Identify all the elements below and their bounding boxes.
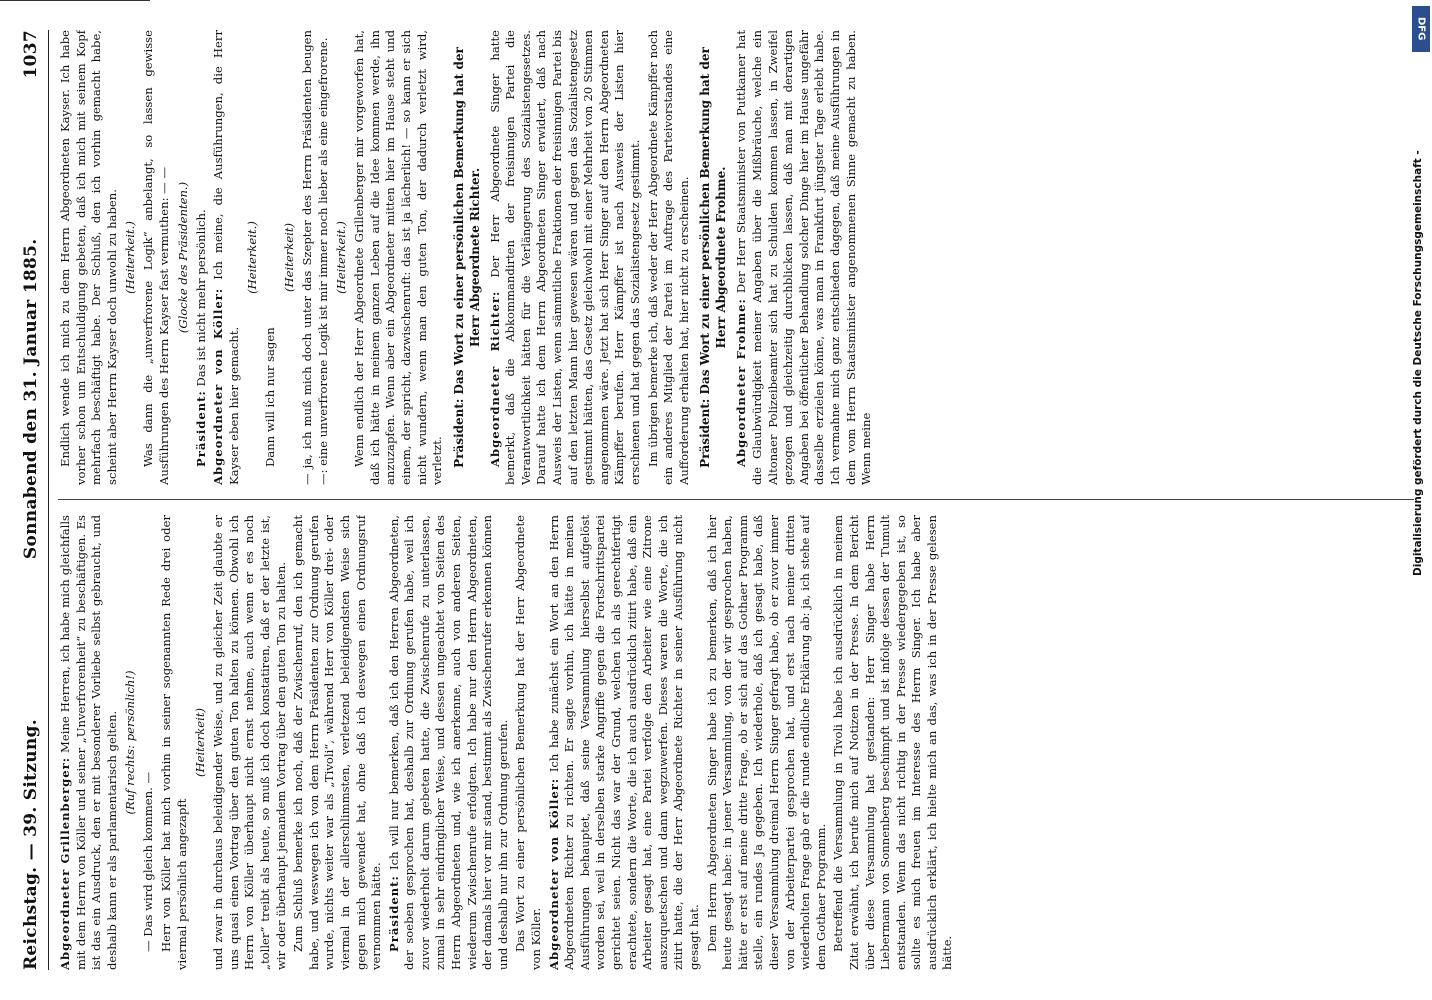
page-number: 1037 [21, 30, 41, 79]
paragraph-text: — Das wird gleich kommen. — [141, 771, 156, 952]
speaker-name: Abgeordneter Richter: [487, 290, 502, 467]
left-column [58, 515, 1414, 970]
stage-direction: (Heiterkeit) [281, 222, 296, 293]
paragraph [387, 515, 512, 970]
paragraph-text: Wenn endlich der Herr Abgeordnete Grillenberger mir vorgeworfen hat, daß ich hätte in meinem ganzen Leben auf die Idee kommen werde, ihn anzuzapfen. Wenn aber ein Abgeordneter mitten hier im Hause steht und einem, der spricht, dazwischenruft: das ist ja lächerlich! — so kann er sich nicht wundern, wenn man den guten Ton, der dadurch verletzt wird, verletzt. [352, 30, 445, 485]
paragraph [513, 515, 544, 970]
speaker-name: Abgeordneter von Köller: [546, 777, 561, 970]
paragraph [646, 30, 693, 485]
speaker-name: Abgeordneter von Köller: [211, 287, 226, 485]
paragraph-text: Im übrigen bemerke ich, daß weder der Herr Abgeordnete Kämpffer noch ein anderes Mitglied der Partei im Auftrage des Parteivorstandes eine Aufforderung erhalten hat, hier nicht zu erscheinen. [645, 30, 691, 485]
paragraph-text: Ich will nur bemerken, daß ich den Herren Abgeordneten, der soeben gesprochen hat, deshalb zur Ordnung gerufen habe, weil ich zuvor wiederholt darum gebeten hatte, die Zwischenrufe zu unterlassen, zumal in sehr eindringlicher Weise, und dessen ungeachtet von Seiten des Herrn Abgeordneten und, wie ich anerkenne, auch von anderen Seiten, wiederum Zwischenrufe erfolgten. Ich habe nur den Herrn Abgeordneten, der damals hier vor mir stand, bestimmt als Zwischenrufer erkennen können und deshalb nur ihn zur Ordnung gerufen. [386, 515, 510, 970]
paragraph-text: Der Herr Staatsminister von Puttkamer hat die Glaubwürdigkeit meiner Angaben über die Mißbräuche, welche ein Altonaer Polizeibeamter sich hat zu Schulden kommen lassen, in Zweifel gezogen und gleichzeitig durchblicken lassen, daß man mit derartigen Angaben bei öffentlicher Behandlung solcher Dinge hier im Hause ungefähr dasselbe erzielen könne, was man in Frankfurt jüngster Tage erlebt habe. Ich vermahne mich ganz entschieden dagegen, daß meine Ausführungen in dem vom Herrn Staatsminister angenommenen Sinne gemacht zu haben. Wenn meine [734, 30, 874, 485]
paragraph-text: Meine Herren, ich habe mich gleichfalls mit dem Herrn von Köller und seiner „Unverfrorenheit“ zu beschäftigen. Es ist das ein Ausdruck, den er mit besonderer Vorliebe selbst gebraucht, und deshalb kann er als parlamentarisch gelten. [58, 515, 119, 970]
paragraph-text: Was dann die „unverfrorene Logik“ anbelangt, so lassen gewisse Ausführungen des Herrn Kayser fast vermuthen: — — [141, 30, 171, 485]
speaker-name: Präsident: [193, 390, 208, 467]
stage-direction: (Glocke des Präsidenten.) [175, 181, 190, 334]
paragraph [194, 30, 210, 485]
paragraph-text: Dann will ich nur sagen [263, 327, 278, 467]
speaker-name: Präsident: [386, 875, 401, 952]
paragraph [488, 30, 644, 485]
paragraph-text: Das ist nicht mehr persönlich. [193, 209, 208, 391]
paragraph [263, 30, 279, 485]
stage-direction: (Heiterkeit.) [123, 221, 138, 294]
page-header [18, 30, 44, 970]
paragraph-text: Ich habe zunächst ein Wort an den Herrn Abgeordneten Richter zu richten. Er sagte vorhin, ich hätte in meinen Ausführungen behauptet, daß seine Versammlung hierselbst aufgelöst worden sei, weil in derselben starke Angriffe gegen die Fortschrittspartei gerichtet seien. Nicht das war der Grund, welchen ich als gerechtfertigt erachtete, sondern die Worte, die ich auch ausdrücklich zitirt habe, daß ein Arbeiter gesagt hat, eine Partei verfolge den Arbeiter wie eine Zitrone auszuquetschen und dann wegzuwerfen. Dieses waren die Worte, die ich zitirt hatte, die der Herr Abgeordnete Richter in seiner Ausführung nicht gesagt hat. [546, 515, 701, 970]
header-left: Reichstag. — 39. Sitzung. [21, 719, 41, 970]
stage-direction: (Heiterkeit.) [334, 221, 349, 294]
paragraph-text: Endlich wende ich mich zu dem Herrn Abgeordneten Kayser. Ich habe vorher schon um Entschuldigung gebeten, daß ich mich mit seinem Kopf mehrfach beschäftigt habe. Der Schluß, den ich vorhin gemacht habe, scheint aber Herrn Kayser doch unwohl zu haben. [58, 30, 119, 485]
paragraph-text: Der Herr Abgeordnete Singer hatte bemerkt, daß die Abkommandirten der freisinnigen Partei die Verantwortlichkeit hätten für die Verlängerung des Sozialistengesetzes. Darauf hatte ich dem Herrn Abgeordneten Singer erwidert, daß nach Ausweis der Listen, wenn sämmtliche Fraktionen der freisinnigen Partei bis auf den letzten Mann hier gewesen wären und gegen das Sozialistengesetz gestimmt hätten, das Gesetz gleichwohl mit einer Mehrheit von 20 Stimmen angenommen wäre. Jetzt hat sich Herr Singer auf den Herrn Abgeordneten Kämpffer berufen. Herr Kämpffer ist nach Ausweis der Listen hier erschienen und hat gegen das Sozialistengesetz gestimmt. [487, 30, 643, 485]
paragraph [211, 30, 242, 485]
paragraph [831, 515, 956, 970]
paragraph-text: Herr von Köller hat mich vorhin in seiner sogenannten Rede drei oder viermal persönlich angezapft [158, 515, 189, 970]
header-rule [48, 30, 49, 970]
speaker-announcement: Präsident: Das Wort zu einer persönlichen Bemerkung hat der Herr Abgeordnete Richter. [451, 47, 482, 468]
paragraph-text: und zwar in durchaus beleidigender Weise, und zu gleicher Zeit glaubte er uns quasi einen Vortrag über den guten Ton halten zu können. Obwohl ich Herrn von Köller überhaupt nicht ernst nehme, auch wenn er es noch „toller“ treibt als heute, so muß ich doch konstatiren, daß er der letzte ist, wir oder überhaupt jemandem Vortrag über den guten Ton zu halten. [211, 515, 288, 970]
paragraph [291, 515, 385, 970]
paragraph [58, 515, 120, 970]
column-divider [58, 499, 1414, 500]
paragraph [352, 30, 446, 485]
paragraph [141, 30, 172, 485]
header-center: Sonnabend den 31. Januar 1885. [21, 238, 41, 560]
stage-direction: (Heiterkeit.) [245, 221, 260, 294]
speaker-name: Abgeordneter Grillenberger: [58, 756, 72, 970]
stage-direction: (Ruf rechts: persönlich!) [123, 670, 138, 815]
paragraph-text: Das Wort zu einer persönlichen Bemerkung hat der Herr Abgeordnete von Köller. [513, 515, 544, 970]
paragraph-text: Zum Schluß bemerke ich noch, daß der Zwischenruf, den ich gemacht habe, und weswegen ich von dem Herrn Präsidenten zur Ordnung gerufen wurde, nichts weiter war als „Tivoli“, während Herr von Köller drei- oder viermal in der allerschlimmsten, verletzend beleidigendsten Weise sich gegen mich gewendet hat, ohne daß ich deswegen einen Ordnungsruf vernommen hätte. [291, 515, 384, 970]
paragraph [211, 515, 289, 970]
paragraph-text: Dem Herrn Abgeordneten Singer habe ich zu bemerken, daß ich hier heute gesagt habe: in jener Versammlung, von der wir gesprochen haben, hätte er erst auf meine dritte Frage, ob er sich auf das Gothaer Programm stelle, ein rundes Ja gegeben. Ich wiederhole, daß ich gesagt habe, daß dieser Versammlung dreimal Herrn Singer gefragt habe, ob er zuvor immer von der Arbeiterpartei gesprochen hat, und erst nach meiner dritten wiederholten Frage gab er die runde endliche Erklärung ab: ja, ich stehe auf dem Gothaer Programm. [704, 515, 828, 970]
paragraph-text: — ja, ich muß mich doch unter das Szepter des Herrn Präsidenten beugen —: eine unverfrorene Logik ist mir immer noch lieber als eine eingefrorene. [299, 30, 330, 485]
paragraph [300, 30, 331, 485]
paragraph [547, 515, 703, 970]
paragraph-text: Ich meine, die Ausführungen, die Herr Kayser eben hier gemacht. [211, 30, 241, 485]
dfg-logo: DFG [1412, 6, 1430, 52]
paragraph [705, 515, 830, 970]
paragraph [141, 515, 157, 970]
funding-note: Digitalisierung gefördert durch die Deutsche Forschungsgemeinschaft - [1412, 150, 1424, 576]
right-column [58, 30, 1414, 485]
speaker-name: Abgeordneter Frohme: [734, 298, 749, 467]
paragraph-text: Betreffend die Versammlung in Tivoli habe ich ausdrücklich in meinem Zitat erwähnt, ich berufe mich auf Notizen in der Presse. In dem Bericht über diese Versammlung hat gestanden: Herr Singer habe Herrn Liebermann von Sonnenberg beschimpft und ist infolge dessen der Tumult entstanden. Wenn das nicht richtig in der Presse wiedergegeben ist, so sollte es mich freuen im Interesse des Herrn Singer. Ich habe aber ausdrücklich erklärt, ich hielte mich an das, was ich in der Presse gelesen hätte. [831, 515, 955, 970]
paragraph [159, 515, 190, 970]
paragraph [58, 30, 120, 485]
speaker-announcement: Präsident: Das Wort zu einer persönlichen Bemerkung hat der Herr Abgeordnete Frohme. [698, 47, 729, 468]
stage-direction: (Heiterkeit) [193, 707, 208, 778]
paragraph [734, 30, 874, 485]
